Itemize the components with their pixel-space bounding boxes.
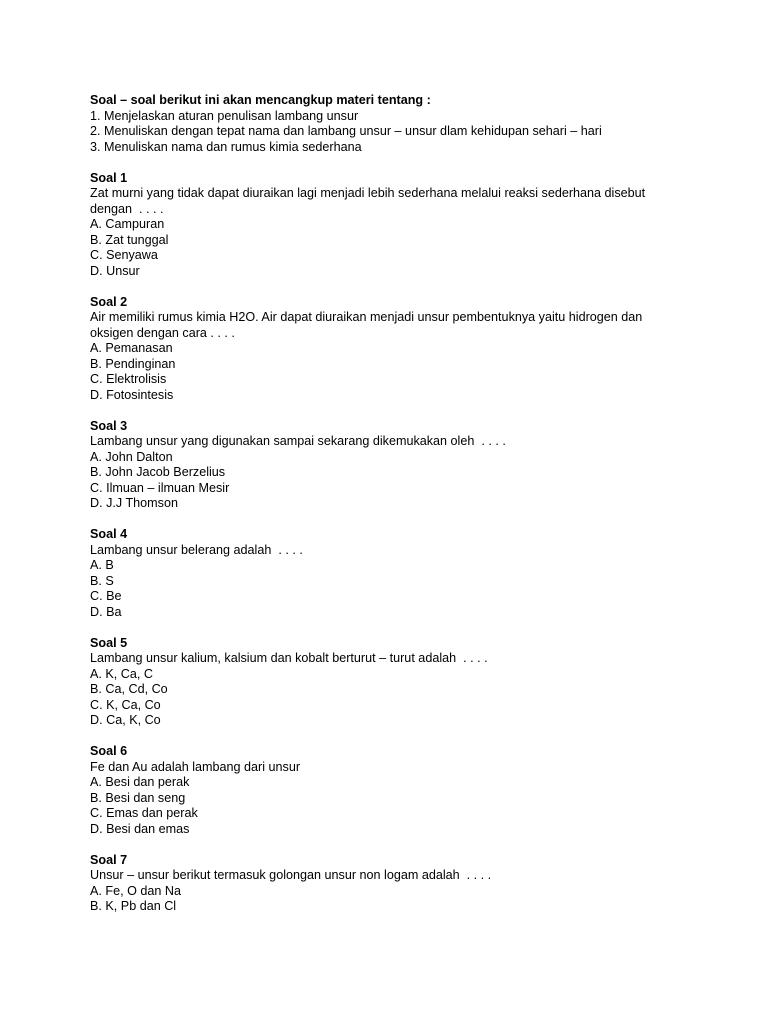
document-content (90, 93, 690, 915)
question-text: Zat murni yang tidak dapat diuraikan lagi menjadi lebih sederhana melalui reaksi sederhana disebut (90, 186, 646, 200)
option-c: C. Emas dan perak (90, 806, 198, 820)
option-b: B. John Jacob Berzelius (90, 465, 226, 479)
question-text: Fe dan Au adalah lambang dari unsur (90, 759, 301, 774)
option-a: A. K, Ca, C (90, 666, 153, 681)
option-d: D. Fotosintesis (90, 387, 174, 402)
question-1 (90, 171, 690, 280)
question-3 (90, 419, 690, 512)
option-a: A. Pemanasan (90, 341, 173, 355)
question-title: Soal 2 (90, 294, 128, 309)
intro-title: Soal – soal berikut ini akan mencangkup materi tentang : (90, 93, 431, 107)
question-6 (90, 744, 690, 837)
option-c: C. Ilmuan – ilmuan Mesir (90, 480, 230, 495)
option-b: B. Zat tunggal (90, 232, 169, 247)
option-d: D. Ca, K, Co (90, 713, 161, 727)
intro-item: 3. Menuliskan nama dan rumus kimia sederhana (90, 139, 362, 154)
option-a: A. Campuran (90, 217, 165, 231)
option-d: D. Ba (90, 604, 122, 619)
question-title: Soal 6 (90, 744, 128, 758)
question-title: Soal 5 (90, 635, 128, 650)
option-d: D. Besi dan emas (90, 821, 190, 836)
option-c: C. Be (90, 589, 122, 603)
option-a: A. Fe, O dan Na (90, 883, 181, 898)
option-b: B. Ca, Cd, Co (90, 682, 168, 696)
question-text: Air memiliki rumus kimia H2O. Air dapat diuraikan menjadi unsur pembentuknya yaitu hidrogen dan (90, 310, 643, 324)
question-5 (90, 636, 690, 729)
question-text: Lambang unsur belerang adalah . . . . (90, 542, 303, 557)
option-c: C. Senyawa (90, 248, 158, 262)
question-7 (90, 853, 690, 915)
question-4 (90, 527, 690, 620)
question-text: Lambang unsur yang digunakan sampai sekarang dikemukakan oleh . . . . (90, 434, 506, 448)
option-a: A. B (90, 558, 114, 572)
question-text: Lambang unsur kalium, kalsium dan kobalt berturut – turut adalah . . . . (90, 651, 488, 665)
intro-item: 2. Menuliskan dengan tepat nama dan lambang unsur – unsur dlam kehidupan sehari – hari (90, 124, 602, 138)
question-text: Unsur – unsur berikut termasuk golongan unsur non logam adalah . . . . (90, 868, 492, 882)
option-b: B. S (90, 573, 114, 588)
option-b: B. K, Pb dan Cl (90, 899, 177, 913)
option-a: A. Besi dan perak (90, 775, 190, 789)
option-a: A. John Dalton (90, 449, 173, 464)
question-title: Soal 7 (90, 852, 128, 867)
question-title: Soal 1 (90, 170, 128, 185)
intro-section (90, 93, 690, 155)
question-text: oksigen dengan cara . . . . (90, 325, 235, 340)
option-c: C. K, Ca, Co (90, 697, 161, 712)
question-title: Soal 3 (90, 418, 128, 433)
option-b: B. Besi dan seng (90, 790, 186, 805)
option-d: D. Unsur (90, 263, 140, 278)
option-b: B. Pendinginan (90, 356, 176, 371)
question-title: Soal 4 (90, 527, 128, 541)
option-c: C. Elektrolisis (90, 372, 167, 386)
question-text: dengan . . . . (90, 201, 164, 216)
question-2 (90, 295, 690, 404)
option-d: D. J.J Thomson (90, 496, 178, 510)
intro-item: 1. Menjelaskan aturan penulisan lambang unsur (90, 108, 359, 123)
